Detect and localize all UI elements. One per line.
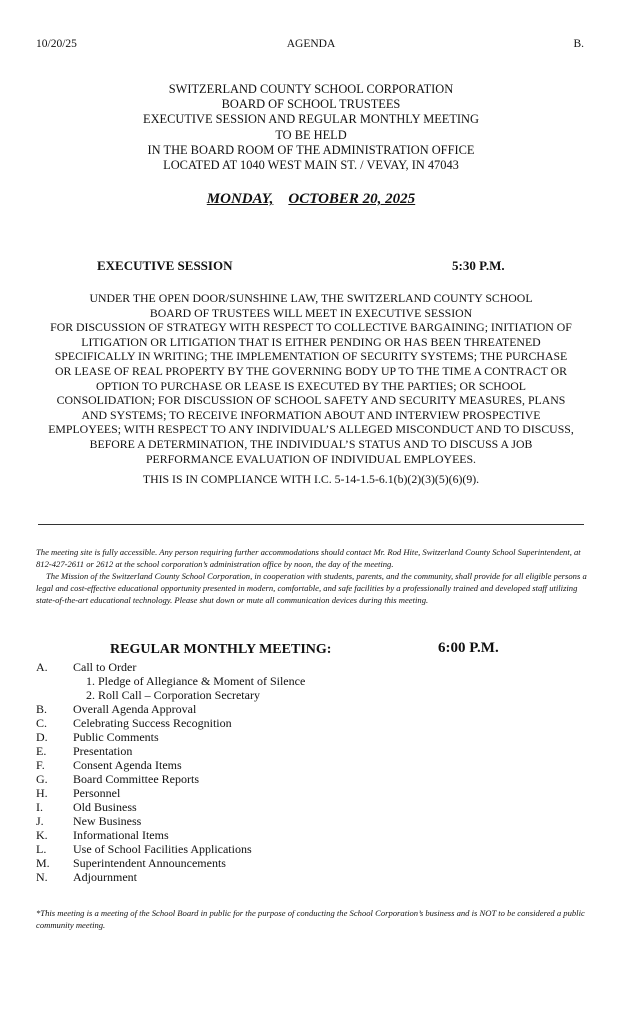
agenda-item [0, 814, 622, 828]
agenda-list [0, 660, 622, 890]
agenda-item-letter: F. [36, 758, 45, 772]
meeting-day: MONDAY, [206, 191, 274, 207]
executive-line: OR LEASE OF REAL PROPERTY BY THE GOVERNING BODY UP TO THE TIME A CONTRACT OR [55, 363, 567, 378]
executive-session-text [0, 291, 622, 466]
agenda-item-label: Celebrating Success Recognition [73, 716, 232, 730]
executive-line: AND SYSTEMS; TO RECEIVE INFORMATION ABOUT AND INTERVIEW PROSPECTIVE [81, 407, 541, 422]
header-date: 10/20/25 [36, 38, 77, 50]
agenda-item-letter: H. [36, 786, 48, 800]
title-line: EXECUTIVE SESSION AND REGULAR MONTHLY MEETING [143, 112, 479, 127]
agenda-item [0, 800, 622, 814]
executive-line: LITIGATION OR LITIGATION THAT IS EITHER PENDING OR HAS BEEN THREATENED [81, 334, 541, 349]
executive-line: BEFORE A DETERMINATION, THE INDIVIDUAL’S STATUS AND TO DISCUSS A JOB [89, 436, 533, 451]
agenda-item-letter: N. [36, 870, 48, 884]
agenda-item-letter: C. [36, 716, 48, 730]
agenda-item-label: Consent Agenda Items [73, 758, 182, 772]
agenda-item-label: Personnel [73, 786, 121, 800]
agenda-item [0, 786, 622, 800]
accessibility-notice: The meeting site is fully accessible. Any person requiring further accommodations should contact Mr. Rod Hite, Switzerland County School Superintendent, at 812-427-2611 or 2612 at the school corporation’s administration office by noon, the day of the meeting. [36, 547, 581, 569]
title-line: TO BE HELD [275, 127, 347, 142]
agenda-item [0, 772, 622, 786]
executive-line: PERFORMANCE EVALUATION OF INDIVIDUAL EMPLOYEES. [146, 451, 476, 466]
agenda-item-label: New Business [73, 814, 142, 828]
agenda-item [0, 730, 622, 744]
footnote: *This meeting is a meeting of the School Board in public for the purpose of conducting the School Corporation’s business and is NOT to be considered a public community meeting. [36, 908, 585, 930]
agenda-item-label: Adjournment [73, 870, 137, 884]
agenda-item-label: Overall Agenda Approval [73, 702, 197, 716]
executive-session-time: 5:30 P.M. [452, 258, 505, 273]
compliance-statement: THIS IS IN COMPLIANCE WITH I.C. 5-14-1.5-6.1(b)(2)(3)(5)(6)(9). [142, 472, 480, 486]
agenda-item-label: Old Business [73, 800, 137, 814]
agenda-item [0, 828, 622, 842]
agenda-item [0, 716, 622, 730]
agenda-item-label: Use of School Facilities Applications [73, 842, 252, 856]
agenda-item-letter: G. [36, 772, 48, 786]
executive-line: CONSOLIDATION; FOR DISCUSSION OF SCHOOL SAFETY AND SECURITY MEASURES, PLANS [56, 393, 566, 408]
header-agenda: AGENDA [286, 38, 336, 50]
meeting-date-value: OCTOBER 20, 2025 [288, 191, 416, 207]
agenda-item [0, 842, 622, 856]
agenda-item [0, 744, 622, 758]
executive-line: EMPLOYEES; WITH RESPECT TO ANY INDIVIDUAL’S ALLEGED MISCONDUCT AND TO DISCUSS, [48, 422, 574, 437]
agenda-item-letter: E. [36, 744, 47, 758]
regular-meeting-label: REGULAR MONTHLY MEETING: [110, 642, 332, 657]
divider [38, 524, 584, 525]
title-line: SWITZERLAND COUNTY SCHOOL CORPORATION [168, 82, 454, 96]
agenda-item-label: Informational Items [73, 828, 169, 842]
agenda-item-label: 1. Pledge of Allegiance & Moment of Silence [86, 674, 306, 688]
title-line: IN THE BOARD ROOM OF THE ADMINISTRATION OFFICE [147, 142, 475, 157]
agenda-item-label: Board Committee Reports [73, 772, 199, 786]
agenda-item-letter: B. [36, 702, 48, 716]
agenda-subitem [0, 688, 622, 702]
executive-line: BOARD OF TRUSTEES WILL MEET IN EXECUTIVE SESSION [149, 305, 473, 320]
agenda-item-letter: A. [36, 660, 48, 674]
executive-line: OPTION TO PURCHASE OR LEASE IS EXECUTED BY THE PARTIES; OR SCHOOL [95, 378, 527, 393]
header-letter: B. [573, 38, 584, 50]
agenda-item-letter: K. [36, 828, 48, 842]
regular-meeting-time: 6:00 P.M. [438, 640, 499, 656]
agenda-item-letter: M. [36, 856, 50, 870]
agenda-item [0, 856, 622, 870]
agenda-item-label: Call to Order [73, 660, 137, 674]
agenda-item-letter: D. [36, 730, 48, 744]
title-line: BOARD OF SCHOOL TRUSTEES [221, 97, 401, 112]
executive-session-label: EXECUTIVE SESSION [97, 258, 233, 273]
title-line: LOCATED AT 1040 WEST MAIN ST. / VEVAY, IN 47043 [163, 158, 459, 173]
agenda-item-label: Presentation [73, 744, 133, 758]
executive-line: FOR DISCUSSION OF STRATEGY WITH RESPECT TO COLLECTIVE BARGAINING; INITIATION OF [50, 320, 572, 335]
mission-statement: The Mission of the Switzerland County School Corporation, in cooperation with students, parents, and the community, shall provide for all eligible persons a legal and cost-effective educational opportunity presented in modern, comfortable, and safe facilities by a professionally trained and developed staff utilizing state-of-the-art educational technology. Please shut down or mute all communication devices during this meeting. [36, 571, 587, 605]
agenda-item-label: Public Comments [73, 730, 159, 744]
agenda-item [0, 870, 622, 884]
meeting-date [0, 191, 622, 208]
agenda-item-letter: I. [36, 800, 43, 814]
agenda-item-label: Superintendent Announcements [73, 856, 226, 870]
title-block [0, 82, 622, 173]
agenda-item [0, 660, 622, 674]
agenda-item-label: 2. Roll Call – Corporation Secretary [86, 688, 260, 702]
agenda-item-letter: J. [36, 814, 44, 828]
executive-line: UNDER THE OPEN DOOR/SUNSHINE LAW, THE SWITZERLAND COUNTY SCHOOL [89, 291, 533, 305]
agenda-subitem [0, 674, 622, 688]
agenda-item-letter: L. [36, 842, 47, 856]
agenda-item [0, 758, 622, 772]
executive-line: SPECIFICALLY IN WRITING; THE IMPLEMENTATION OF SECURITY SYSTEMS; THE PURCHASE [54, 349, 568, 364]
agenda-item [0, 702, 622, 716]
